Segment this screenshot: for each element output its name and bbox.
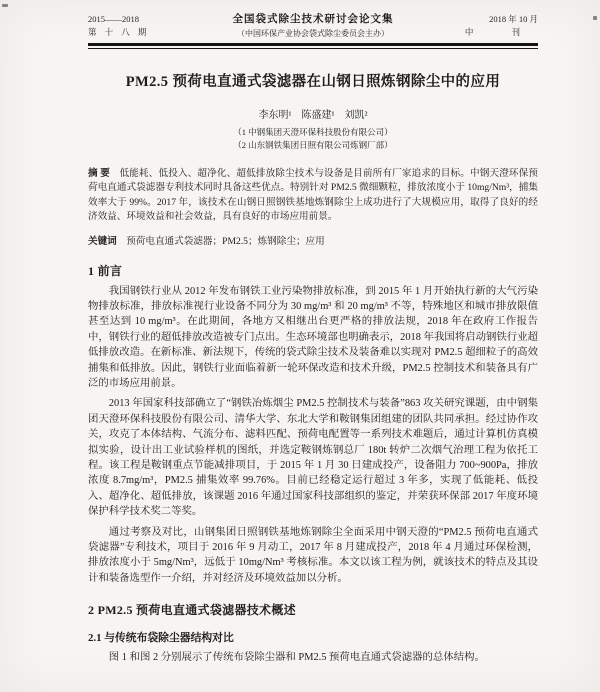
scan-artifact xyxy=(593,16,597,20)
figure-reference-paragraph: 图 1 和图 2 分别展示了传统布袋除尘器和 PM2.5 预荷电直通式袋滤器的总体结构。 xyxy=(108,652,485,664)
journal-organizer: （中国环保产业协会袋式除尘委员会主办） xyxy=(237,29,389,38)
masthead-right xyxy=(443,13,538,39)
section-1-heading: 1 前言 xyxy=(88,263,123,278)
abstract xyxy=(88,167,538,225)
publication-mark: 中 刊 xyxy=(464,27,538,37)
page-content xyxy=(88,13,538,666)
journal-masthead xyxy=(88,13,538,40)
authors-line: 李东明¹ 陈盛建¹ 刘凯² xyxy=(258,109,368,121)
keywords-text: 预荷电直通式袋滤器；PM2.5；炼钢除尘；应用 xyxy=(126,235,325,247)
abstract-label: 摘 要 xyxy=(88,167,111,179)
journal-years: 2015——2018 xyxy=(88,14,139,24)
keywords-label: 关键词 xyxy=(88,235,117,247)
keywords xyxy=(88,233,538,247)
journal-title: 全国袋式除尘技术研讨会论文集 xyxy=(232,14,394,25)
issue-number: 第 十 八 期 xyxy=(88,27,150,37)
section-2-heading: 2 PM2.5 预荷电直通式袋滤器技术概述 xyxy=(88,603,296,618)
affiliation-line-2: （2 山东钢铁集团日照有限公司炼钢厂部） xyxy=(233,139,393,150)
section-1-paragraph-3: 通过考察及对比，山钢集团日照钢铁基地炼钢除尘全面采用中钢天澄的“PM2.5 预荷电直通式袋滤器”专利技术，项目于 2016 年 9 月动工，2017 年 8 月建成投产，2018 年 4 月通过环保检测，排放浓度小于 5mg/Nm³，远低于 10mg/Nm³ 考核标准。本文以该工程为例，就该技术的特点及其设计和装备选型作一介绍，并对经济及环境效益加以分析。 xyxy=(88,526,538,584)
affiliations xyxy=(88,126,538,152)
affiliation-line-1: （1 中钢集团天澄环保科技股份有限公司） xyxy=(233,126,393,137)
scan-artifact xyxy=(2,4,8,7)
section-1-paragraph-1: 我国钢铁行业从 2012 年发布钢铁工业污染物排放标准，到 2015 年 1 月开始执行新的大气污染物排放标准，排放标准视行业设备不同分为 30 mg/m³ 和 20 mg/m³ 不等，特殊地区和城市排放限值甚至达到 10 mg/m³。在此期间，各地方又相继出台更严格的排放法规，2018 年在政府工作报告中，钢铁行业的超低排放改造被专门点出。生态环境部也明确表示，2018 年我国将启动钢铁行业超低排放改造。在新标准、新法规下，传统的袋式除尘技术及装备难以实现对 PM2.5 超细粒子的高效捕集和低排放。因此，钢铁行业面临着新一轮环保改造和技术升级，PM2.5 控制技术和装备具有广泛的市场应用前景。 xyxy=(88,285,538,389)
header-rule-thin xyxy=(88,48,538,49)
publish-date: 2018 年 10 月 xyxy=(489,14,538,24)
subsection-2-1-heading: 2.1 与传统布袋除尘器结构对比 xyxy=(88,632,234,645)
masthead-left xyxy=(88,13,183,39)
masthead-center xyxy=(183,13,443,40)
article-title: PM2.5 预荷电直通式袋滤器在山钢日照炼钢除尘中的应用 xyxy=(125,73,501,90)
abstract-text: 低能耗、低投入、超净化、超低排放除尘技术与设备是目前所有厂家追求的目标。中钢天澄环保预荷电直通式袋滤器专利技术同时具备这些优点。特别针对 PM2.5 微细颗粒，排放浓度小于 10mg/Nm³，捕集效率大于 99%。2017 年，该技术在山钢日照钢铁基地炼钢除尘上成功进行了大规模应用，取得了良好的经济效益、环境效益和社会效益，具有良好的市场应用前景。 xyxy=(88,167,538,222)
section-1-paragraph-2: 2013 年国家科技部确立了“钢铁冶炼烟尘 PM2.5 控制技术与装备”863 攻关研究课题，由中钢集团天澄环保科技股份有限公司、清华大学、东北大学和鞍钢集团组建的团队共同承担。经过协作攻关，攻克了本体结构、气流分布、滤料匹配、预荷电配置等一系列技术难题后，通过计算机仿真模拟实验，设计出工业试验样机的图纸，并选定鞍钢炼钢总厂 180t 转炉二次烟气治理工程为依托工程。该工程是鞍钢重点节能减排项目，于 2015 年 1 月 30 日建成投产，设备阻力 700~900Pa，排放浓度 8.7mg/m³，PM2.5 捕集效率 99.76%。目前已经稳定运行超过 3 年多，实现了低能耗、低投入、超净化、超低排放，该课题 2016 年通过国家科技部组织的鉴定，并荣获环保部 2017 年度环境保护科学技术奖二等奖。 xyxy=(88,398,538,518)
header-rule-thick xyxy=(88,43,538,46)
